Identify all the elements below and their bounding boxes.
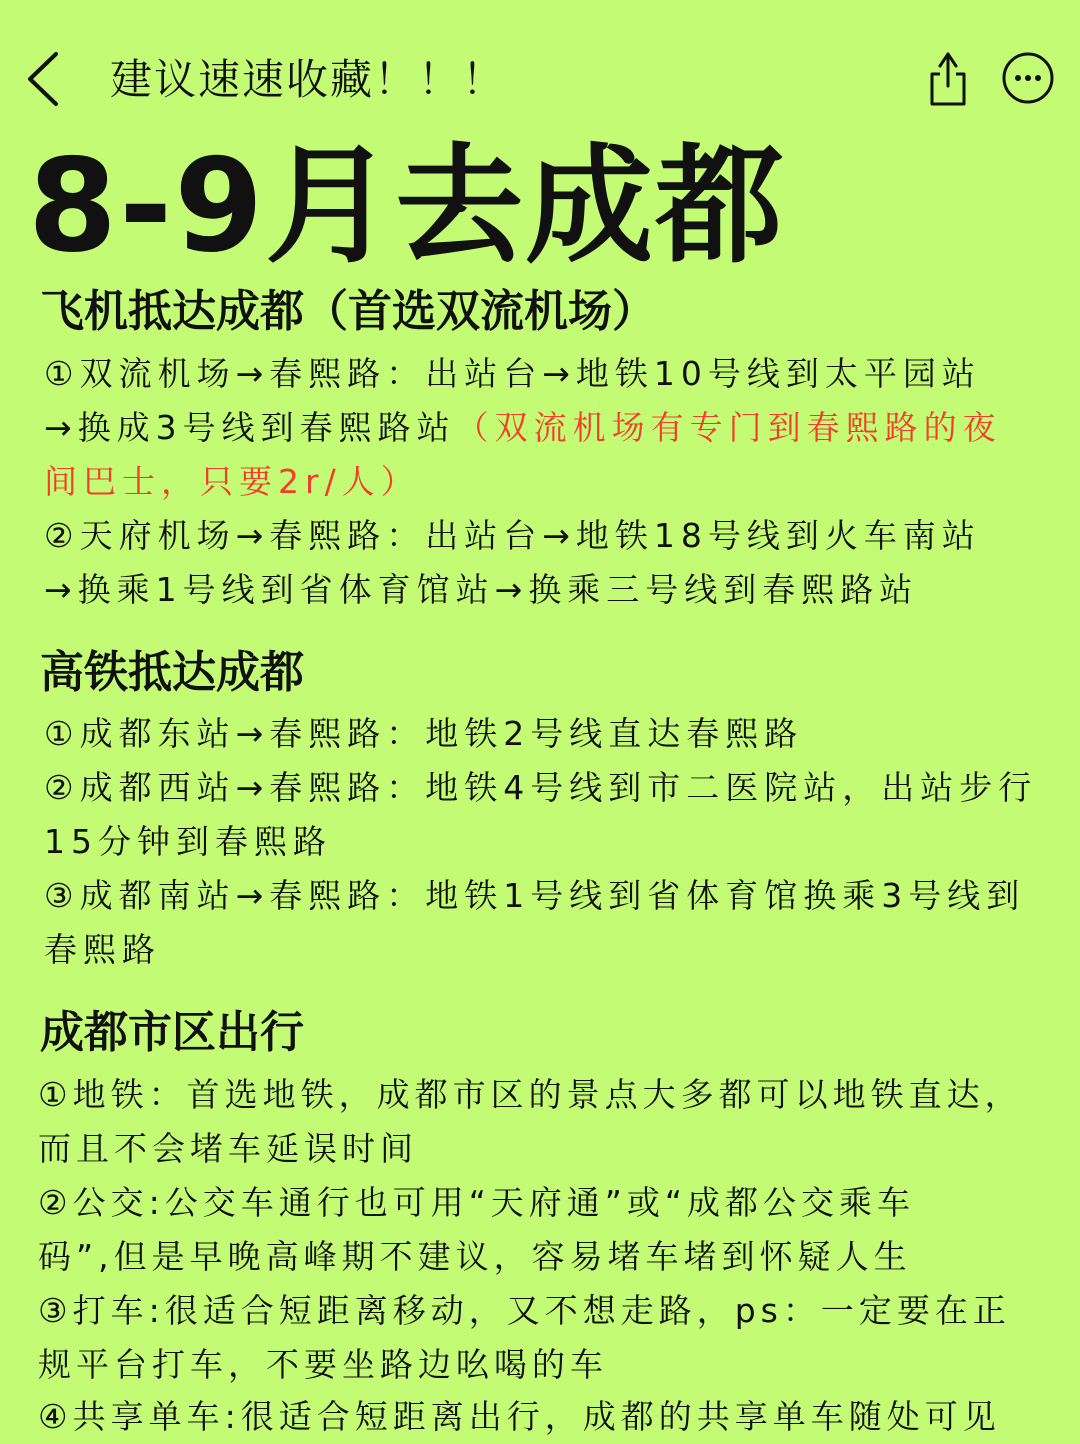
share-icon xyxy=(924,46,972,110)
text-line: ②公交:公交车通行也可用“天府通”或“成都公交乘车 xyxy=(38,1183,915,1222)
chevron-left-icon xyxy=(22,44,82,114)
text-line: ③打车:很适合短距离移动，又不想走路，ps：一定要在正 xyxy=(38,1291,1011,1330)
more-icon xyxy=(1000,50,1056,106)
more-button[interactable] xyxy=(1000,50,1056,106)
share-button[interactable] xyxy=(924,46,972,110)
text-line: ①地铁：首选地铁，成都市区的景点大多都可以地铁直达， xyxy=(38,1075,1023,1114)
top-bar xyxy=(0,0,1080,150)
text-line: 规平台打车，不要坐路边吆喝的车 xyxy=(38,1345,608,1384)
section-title-flight: 飞机抵达成都（首选双流机场） xyxy=(40,286,656,337)
text-line: ④共享单车:很适合短距离出行，成都的共享单车随处可见 xyxy=(38,1397,1001,1436)
highlight-note: 间巴士，只要2r/人） xyxy=(44,462,420,501)
section-title-train: 高铁抵达成都 xyxy=(40,647,304,698)
text-line: 春熙路 xyxy=(44,930,161,969)
text-line: →换乘1号线到省体育馆站→换乘三号线到春熙路站 xyxy=(44,570,919,609)
text-line: ①成都东站→春熙路：地铁2号线直达春熙路 xyxy=(44,714,804,753)
text-line: ①双流机场→春熙路：出站台→地铁10号线到太平园站 xyxy=(44,354,981,393)
text-line: 码”,但是早晚高峰期不建议，容易堵车堵到怀疑人生 xyxy=(38,1237,912,1276)
highlight-note: （双流机场有专门到春熙路的夜 xyxy=(455,408,1002,447)
headline: 8-9月去成都 xyxy=(28,132,786,281)
text-segment: →换成3号线到春熙路站 xyxy=(44,408,456,447)
text-line: ②天府机场→春熙路：出站台→地铁18号线到火车南站 xyxy=(44,516,981,555)
text-line: ②成都西站→春熙路：地铁4号线到市二医院站，出站步行 xyxy=(44,768,1038,807)
note-title: 建议速速收藏！！！ xyxy=(110,55,507,104)
back-button[interactable] xyxy=(22,44,82,114)
text-line xyxy=(44,401,1074,455)
section-title-city: 成都市区出行 xyxy=(40,1007,304,1058)
text-line: 而且不会堵车延误时间 xyxy=(38,1129,418,1168)
text-line: ③成都南站→春熙路：地铁1号线到省体育馆换乘3号线到 xyxy=(44,876,1026,915)
text-line: 15分钟到春熙路 xyxy=(44,822,332,861)
